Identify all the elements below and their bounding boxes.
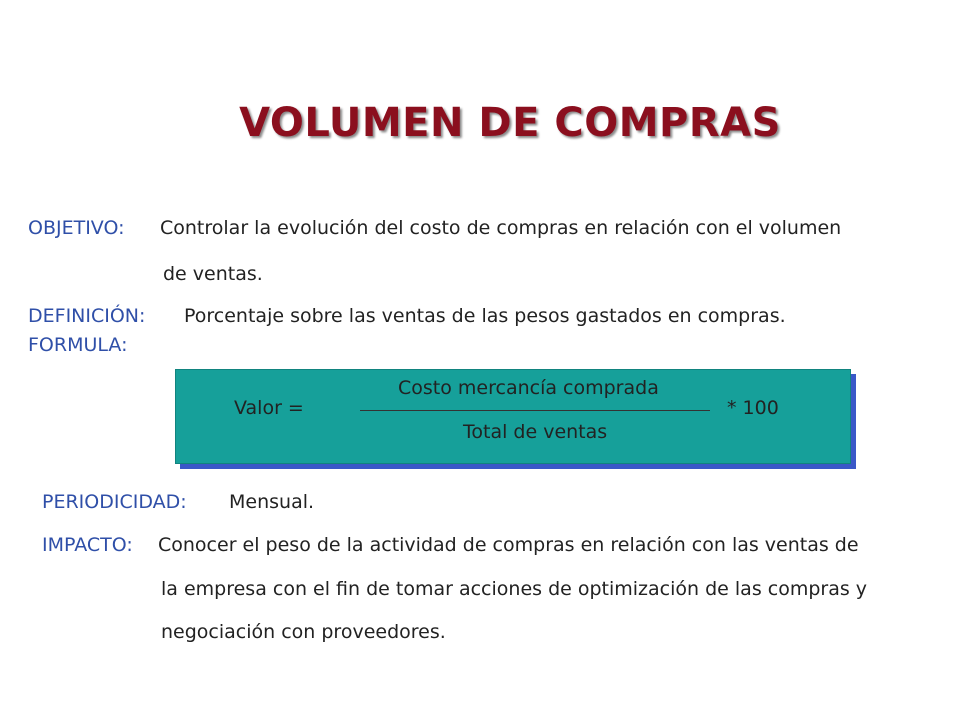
- impacto-text-line2: la empresa con el fin de tomar acciones de optimización de las compras y: [161, 578, 868, 600]
- objetivo-label: OBJETIVO:: [28, 217, 125, 239]
- formula-label: FORMULA:: [28, 334, 128, 356]
- impacto-label: IMPACTO:: [42, 534, 133, 556]
- periodicidad-label: PERIODICIDAD:: [42, 491, 187, 513]
- formula-numerator: Costo mercancía comprada: [398, 377, 659, 399]
- definicion-label: DEFINICIÓN:: [28, 305, 146, 327]
- periodicidad-text: Mensual.: [229, 491, 315, 513]
- impacto-text-line1: Conocer el peso de la actividad de compras en relación con las ventas de: [158, 534, 859, 556]
- page-title: VOLUMEN DE COMPRAS: [239, 100, 781, 146]
- fraction-bar: [360, 410, 710, 411]
- definicion-text: Porcentaje sobre las ventas de las pesos gastados en compras.: [184, 305, 786, 327]
- objetivo-text-line2: de ventas.: [163, 263, 263, 285]
- formula-multiplier: * 100: [727, 397, 779, 419]
- formula-denominator: Total de ventas: [463, 421, 608, 443]
- formula-box: [175, 369, 851, 464]
- impacto-text-line3: negociación con proveedores.: [161, 621, 446, 643]
- formula-lhs: Valor =: [234, 397, 304, 419]
- objetivo-text-line1: Controlar la evolución del costo de compras en relación con el volumen: [160, 217, 842, 239]
